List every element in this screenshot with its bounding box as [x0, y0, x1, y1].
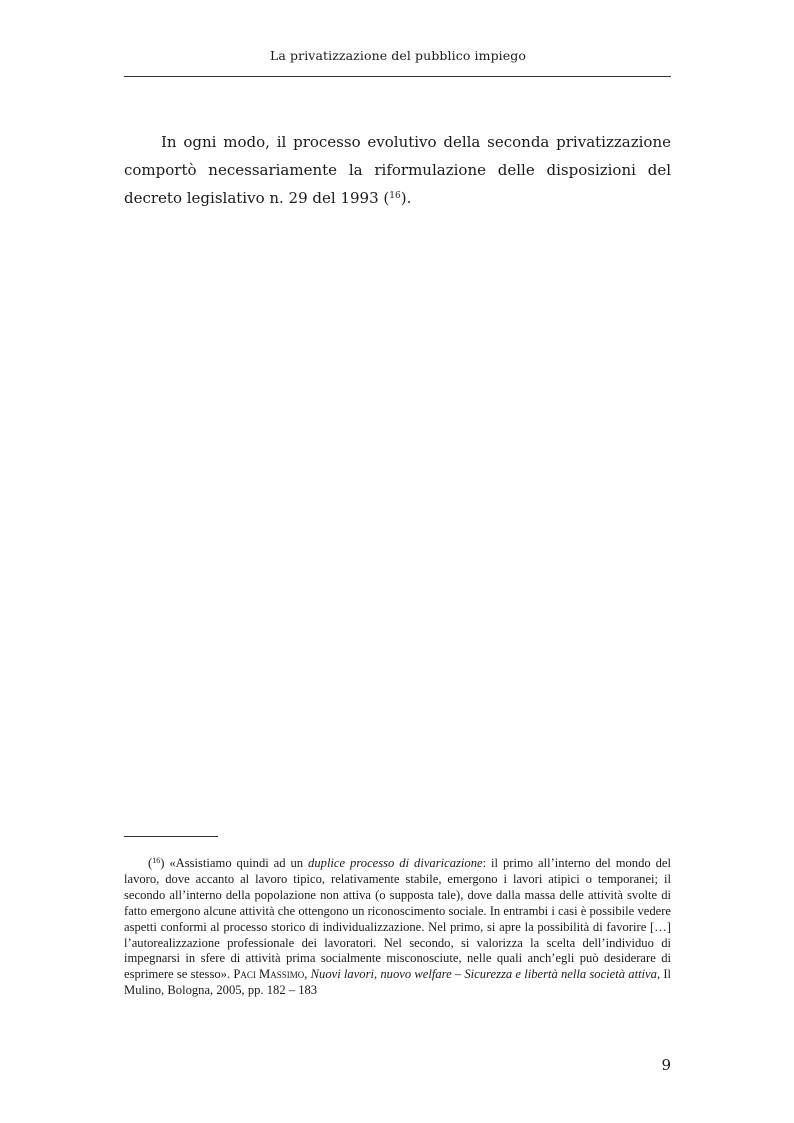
header-divider [124, 76, 671, 77]
footnote-quote-open: «Assistiamo quindi ad un [169, 856, 309, 870]
footnote-publication: , Il Mulino, Bologna, 2005, pp. 182 – 183 [124, 967, 672, 998]
footnote-number: 16 [152, 856, 161, 865]
footnote [124, 856, 671, 999]
body-paragraph [124, 128, 671, 212]
footnote-emphasis: duplice processo di divaricazione [308, 856, 483, 870]
footnote-book-title: Nuovi lavori, nuovo welfare – Sicurezza e libertà nella società attiva [310, 967, 657, 982]
body-paragraph-text: In ogni modo, il processo evolutivo della seconda privatizzazione comportò necessariamente la riformulazione delle disposizioni del decreto legislativo n. 29 del 1993 ( [124, 133, 671, 207]
page-number: 9 [661, 1056, 671, 1074]
footnote-paragraph [124, 856, 671, 999]
footnote-quote-body: : il primo all’interno del mondo del lavoro, dove accanto al lavoro tipico, relativamente stabile, emergono i lavori atipici o temporanei; il secondo all’interno della popolazione non attiva (o supposta tale), dove dalla massa delle attività svolte di fatto emergono alcune attività che ottengono un riconoscimento sociale. In entrambi i casi è possibile vedere aspetti conformi al processo storico di individualizzazione. Nel primo, si apre la possibilità di favorire […] l’autorealizzazione professionale dei lavoratori. Nel secondo, si valorizza la scelta dell’individuo di impegnarsi in sfere di attività prima socialmente misconosciute, nelle quali anch’egli può desiderare di esprimere se stesso». [124, 856, 672, 982]
footnote-divider [124, 836, 218, 837]
footnote-author: Paci Massimo [233, 967, 305, 982]
running-header: La privatizzazione del pubblico impiego [270, 48, 526, 63]
footnote-reference[interactable]: 16 [389, 191, 401, 201]
footnote-marker-open: ( [148, 856, 153, 870]
main-text [124, 128, 671, 212]
footnote-marker-close: ) [160, 856, 170, 870]
footnote-author-separator: , [304, 967, 311, 982]
body-paragraph-end: ). [400, 189, 412, 207]
